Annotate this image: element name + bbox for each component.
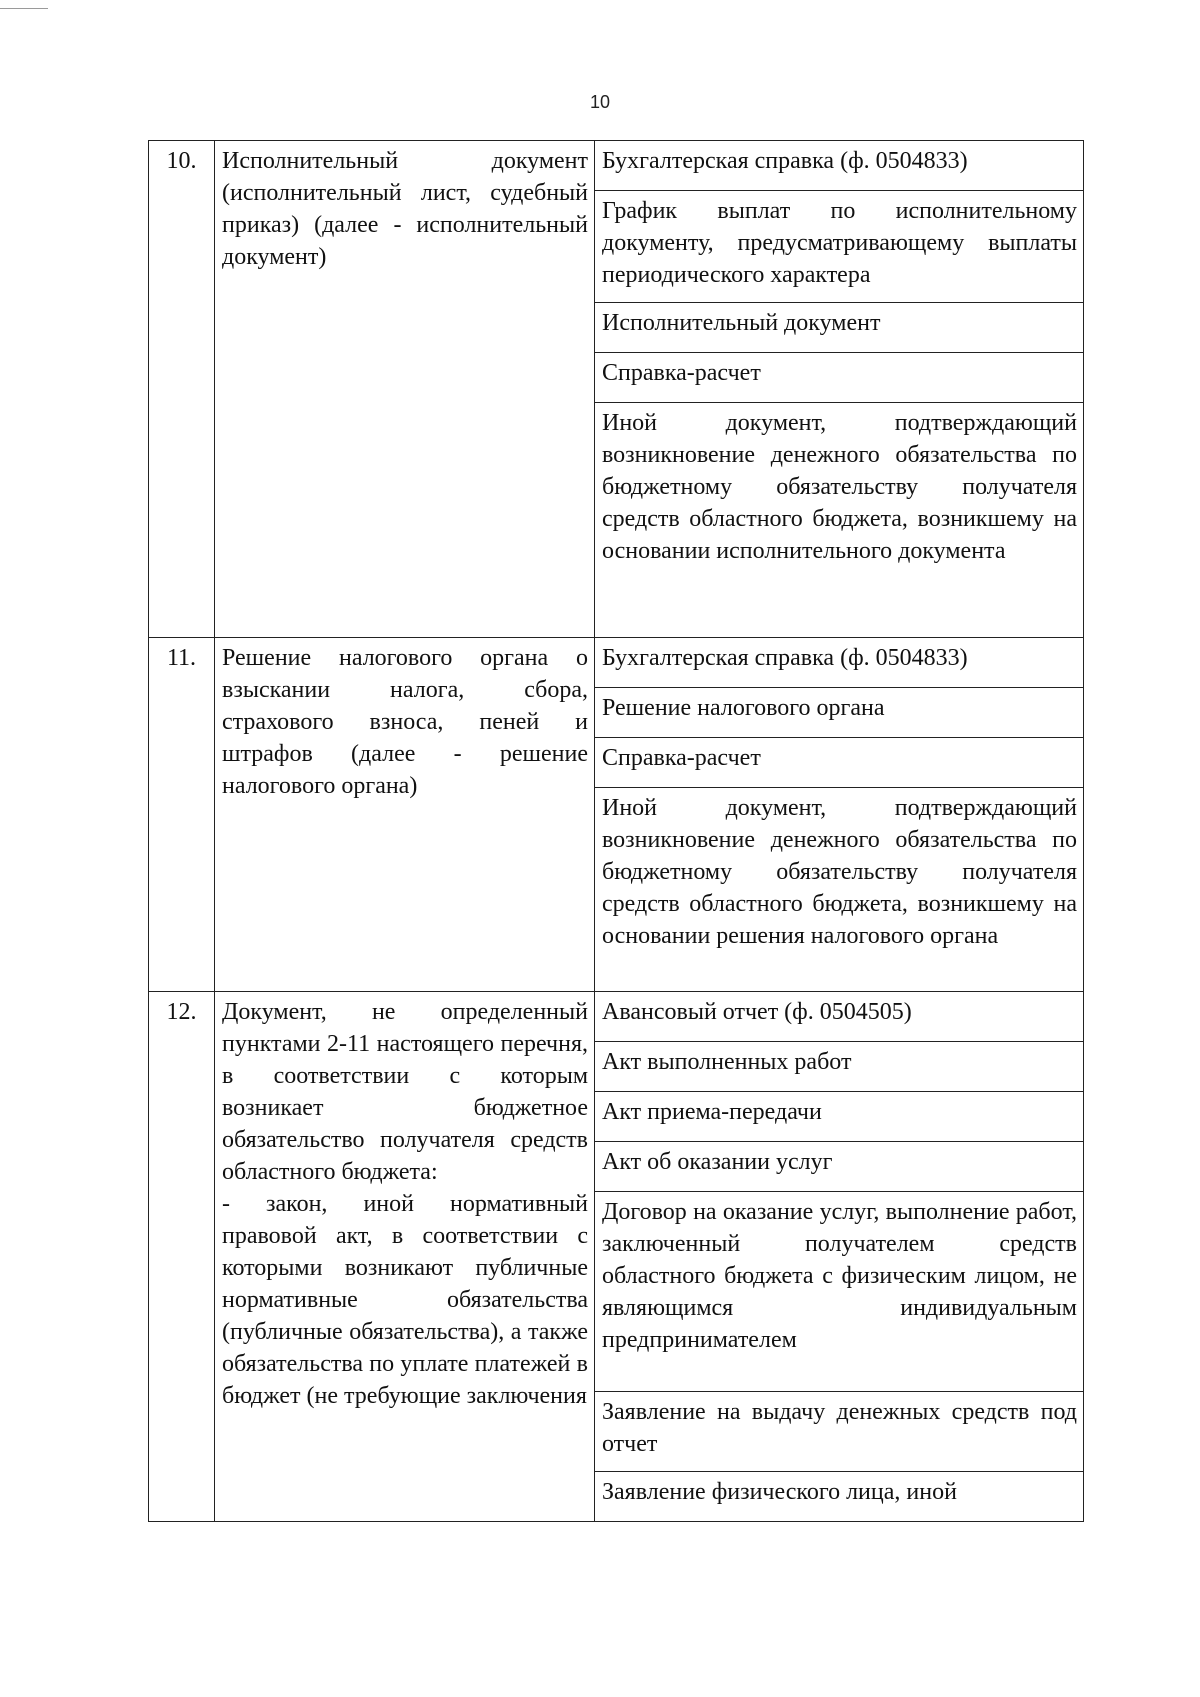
document-cell: Решение налогового органа xyxy=(595,688,1084,738)
document-cell: Бухгалтерская справка (ф. 0504833) xyxy=(595,638,1084,688)
document-cell: Бухгалтерская справка (ф. 0504833) xyxy=(595,141,1084,191)
document-cell: Справка-расчет xyxy=(595,738,1084,788)
scan-edge-mark xyxy=(0,8,48,9)
document-cell: Исполнительный документ xyxy=(595,303,1084,353)
table-row xyxy=(149,141,1084,191)
document-cell: Справка-расчет xyxy=(595,353,1084,403)
basis-cell: Решение налогового органа о взыскании налога, сбора, страхового взноса, пеней и штрафов (далее - решение налогового органа) xyxy=(215,638,595,992)
row-number: 11. xyxy=(149,638,215,992)
row-number: 12. xyxy=(149,992,215,1522)
document-cell: Акт выполненных работ xyxy=(595,1042,1084,1092)
document-cell: Иной документ, подтверждающий возникновение денежного обязательства по бюджетному обязательству получателя средств областного бюджета, возникшему на основании решения налогового органа xyxy=(595,788,1084,992)
document-cell: Иной документ, подтверждающий возникновение денежного обязательства по бюджетному обязательству получателя средств областного бюджета, возникшему на основании исполнительного документа xyxy=(595,403,1084,638)
basis-text: Документ, не определенный пунктами 2-11 настоящего перечня, в соответствии с которым возникает бюджетное обязательство получателя средств областного бюджета: xyxy=(222,999,588,1185)
document-cell: Заявление физического лица, иной xyxy=(595,1472,1084,1522)
document-cell: Авансовый отчет (ф. 0504505) xyxy=(595,992,1084,1042)
documents-table xyxy=(148,140,1084,1522)
document-cell: Заявление на выдачу денежных средств под отчет xyxy=(595,1392,1084,1472)
table-row xyxy=(149,992,1084,1042)
page-number: 10 xyxy=(589,92,611,112)
document-cell: График выплат по исполнительному документу, предусматривающему выплаты периодического характера xyxy=(595,191,1084,303)
basis-cell: Исполнительный документ (исполнительный лист, судебный приказ) (далее - исполнительный документ) xyxy=(215,141,595,638)
document-cell: Договор на оказание услуг, выполнение работ, заключенный получателем средств областного бюджета с физическим лицом, не являющимся индивидуальным предпринимателем xyxy=(595,1192,1084,1392)
basis-cell xyxy=(215,992,595,1522)
row-number: 10. xyxy=(149,141,215,638)
document-cell: Акт об оказании услуг xyxy=(595,1142,1084,1192)
document-cell: Акт приема-передачи xyxy=(595,1092,1084,1142)
table-row xyxy=(149,638,1084,688)
basis-list-item: - закон, иной нормативный правовой акт, в соответствии с которыми возникают публичные нормативные обязательства (публичные обязательства), а также обязательства по уплате платежей в бюджет (не требующие заключения xyxy=(222,1191,588,1409)
